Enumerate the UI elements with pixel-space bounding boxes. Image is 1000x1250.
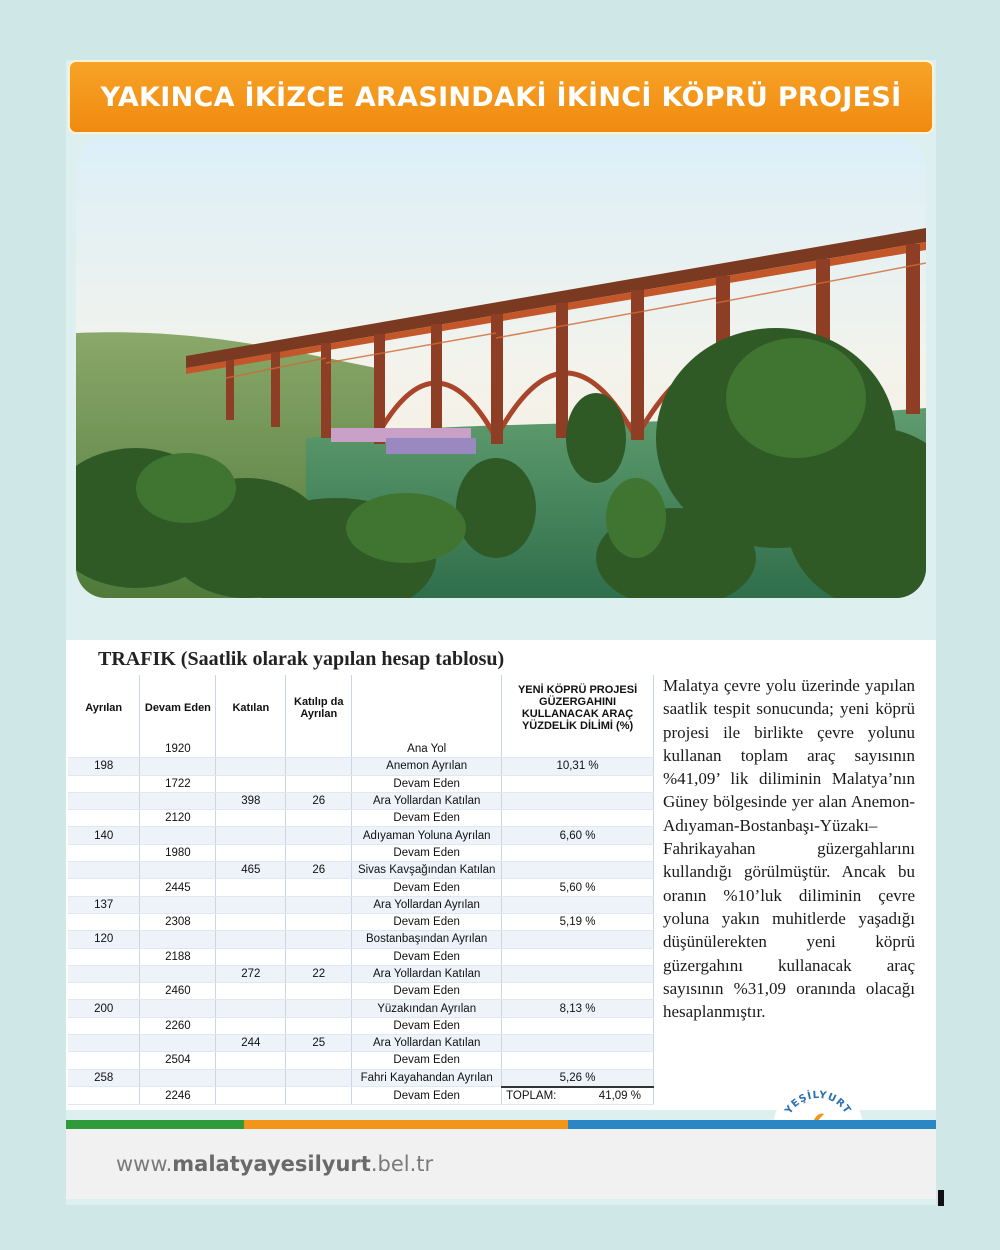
table-title: TRAFIK (Saatlik olarak yapılan hesap tablosu) [98, 648, 505, 670]
table-cell [286, 948, 352, 965]
table-cell [502, 862, 654, 879]
table-cell [216, 844, 286, 861]
table-cell [216, 913, 286, 930]
table-cell: 5,19 % [502, 913, 654, 930]
url-prefix: www. [116, 1152, 173, 1176]
table-cell [286, 983, 352, 1000]
table-cell: Ara Yollardan Katılan [352, 792, 502, 809]
table-cell: 26 [286, 862, 352, 879]
table-cell [502, 792, 654, 809]
table-cell: Ara Yollardan Katılan [352, 1035, 502, 1052]
table-row [68, 758, 654, 775]
table-cell [216, 1000, 286, 1017]
table-cell [140, 1000, 216, 1017]
url-domain: malatyayesilyurt [172, 1152, 371, 1176]
stripe-orange [244, 1120, 568, 1129]
table-cell: Fahri Kayahandan Ayrılan [352, 1069, 502, 1087]
table-row [68, 896, 654, 913]
table-cell: 2460 [140, 983, 216, 1000]
table-row [68, 792, 654, 809]
table-cell: Bostanbaşından Ayrılan [352, 931, 502, 948]
table-cell [68, 862, 140, 879]
table-cell [286, 1052, 352, 1069]
table-cell: 6,60 % [502, 827, 654, 844]
description-paragraph: Malatya çevre yolu üzerinde yapılan saatlik tespit sonucunda; yeni köprü projesi ile birlikte çevre yolunu kullanan toplam araç sayısının %41,09’ lik diliminin Malatya’nın Güney bölgesinde yer alan Anemon-Adıyaman-Bostanbaşı-Yüzakı–Fahrikayahan güzergahlarını kullandığı görülmüştür. Ancak bu oranın %10’luk diliminin çevre yoluna yakın muhitlerde yaşadığı düşünülerekten yeni köprü güzergahını kullanacak araç sayısının %31,09 oranında olacağı hesaplanmıştır. [663, 676, 915, 1022]
table-row [68, 862, 654, 879]
total-value: 41,09 % [598, 1090, 641, 1103]
stripe-green [66, 1120, 244, 1129]
column-header [352, 675, 502, 741]
table-cell [216, 758, 286, 775]
total-cell [502, 1087, 654, 1105]
table-header-row [68, 675, 654, 741]
table-row [68, 983, 654, 1000]
table-cell: 198 [68, 758, 140, 775]
table-row [68, 965, 654, 982]
table-cell: 244 [216, 1035, 286, 1052]
table-cell: Sivas Kavşağından Katılan [352, 862, 502, 879]
column-header: Devam Eden [140, 675, 216, 741]
table-cell [286, 1069, 352, 1087]
table-cell [68, 983, 140, 1000]
total-label: TOPLAM: [506, 1090, 557, 1103]
table-cell [68, 879, 140, 896]
table-cell: 10,31 % [502, 758, 654, 775]
table-row [68, 931, 654, 948]
table-cell [216, 1087, 286, 1105]
table-cell [502, 896, 654, 913]
table-cell [286, 758, 352, 775]
table-cell: Anemon Ayrılan [352, 758, 502, 775]
table-cell [68, 913, 140, 930]
table-cell [216, 810, 286, 827]
table-cell [216, 896, 286, 913]
table-cell [502, 931, 654, 948]
table-row [68, 1035, 654, 1052]
table-cell: 200 [68, 1000, 140, 1017]
table-row [68, 913, 654, 930]
table-cell [502, 810, 654, 827]
table-cell: 2120 [140, 810, 216, 827]
table-cell: Devam Eden [352, 1052, 502, 1069]
table-row [68, 1069, 654, 1087]
table-cell: 5,26 % [502, 1069, 654, 1087]
table-cell [286, 879, 352, 896]
column-header: Katılan [216, 675, 286, 741]
table-row [68, 844, 654, 861]
bridge-photo [76, 138, 926, 598]
table-cell [140, 896, 216, 913]
url-suffix: .bel.tr [370, 1152, 434, 1176]
table-cell: 140 [68, 827, 140, 844]
traffic-table [68, 675, 654, 1105]
table-cell: 2246 [140, 1087, 216, 1105]
table-row [68, 1052, 654, 1069]
table-cell [140, 758, 216, 775]
table-cell: 2445 [140, 879, 216, 896]
table-row [68, 775, 654, 792]
table-cell [216, 827, 286, 844]
table-cell [140, 931, 216, 948]
table-cell [216, 775, 286, 792]
table-cell [502, 741, 654, 758]
table-cell: 120 [68, 931, 140, 948]
table-cell: 398 [216, 792, 286, 809]
table-cell: Adıyaman Yoluna Ayrılan [352, 827, 502, 844]
table-cell [502, 965, 654, 982]
table-cell: Ana Yol [352, 741, 502, 758]
website-link[interactable] [116, 1152, 433, 1176]
table-cell: Devam Eden [352, 913, 502, 930]
table-cell [286, 896, 352, 913]
table-cell [216, 879, 286, 896]
table-cell [140, 1069, 216, 1087]
table-cell: 1980 [140, 844, 216, 861]
table-cell [502, 948, 654, 965]
table-cell: 2308 [140, 913, 216, 930]
corner-mark [938, 1190, 944, 1206]
table-cell [502, 983, 654, 1000]
table-cell [286, 810, 352, 827]
table-cell: Devam Eden [352, 1087, 502, 1105]
table-cell: 465 [216, 862, 286, 879]
table-cell [68, 775, 140, 792]
table-cell [68, 1017, 140, 1034]
table-row [68, 1000, 654, 1017]
table-cell: 2504 [140, 1052, 216, 1069]
table-cell: 258 [68, 1069, 140, 1087]
table-row [68, 827, 654, 844]
table-cell: Devam Eden [352, 775, 502, 792]
table-cell [140, 827, 216, 844]
table-row [68, 741, 654, 758]
table-cell [68, 948, 140, 965]
table-cell [68, 1087, 140, 1105]
column-header: Katılıp da Ayrılan [286, 675, 352, 741]
table-cell: 22 [286, 965, 352, 982]
table-cell [68, 810, 140, 827]
table-cell: 8,13 % [502, 1000, 654, 1017]
table-cell [286, 741, 352, 758]
table-cell: Devam Eden [352, 844, 502, 861]
table-cell [216, 948, 286, 965]
table-cell [68, 844, 140, 861]
table-cell: Devam Eden [352, 879, 502, 896]
table-cell [502, 775, 654, 792]
table-cell [68, 965, 140, 982]
logo-top-text: YEŞİLYURT [783, 1089, 853, 1117]
table-cell: Devam Eden [352, 983, 502, 1000]
table-cell: Devam Eden [352, 948, 502, 965]
table-cell [140, 965, 216, 982]
table-cell: 26 [286, 792, 352, 809]
table-cell [502, 1035, 654, 1052]
table-cell [68, 1035, 140, 1052]
table-cell: 2260 [140, 1017, 216, 1034]
column-header: YENİ KÖPRÜ PROJESİ GÜZERGAHINI KULLANACAK ARAÇ YÜZDELİK DİLİMİ (%) [502, 675, 654, 741]
table-row [68, 1017, 654, 1034]
table-cell: 137 [68, 896, 140, 913]
table-cell [286, 775, 352, 792]
table-cell [140, 1035, 216, 1052]
table-cell: Yüzakından Ayrılan [352, 1000, 502, 1017]
table-cell [68, 741, 140, 758]
table-cell [502, 1052, 654, 1069]
table-row [68, 948, 654, 965]
table-cell: 5,60 % [502, 879, 654, 896]
table-cell [216, 1069, 286, 1087]
table-cell [286, 913, 352, 930]
table-cell [216, 1017, 286, 1034]
table-cell [502, 1017, 654, 1034]
table-row [68, 879, 654, 896]
table-cell [216, 931, 286, 948]
table-cell [286, 844, 352, 861]
table-cell [286, 1017, 352, 1034]
table-cell: Devam Eden [352, 810, 502, 827]
table-cell [216, 983, 286, 1000]
table-cell [286, 1000, 352, 1017]
table-cell [286, 931, 352, 948]
table-cell: 25 [286, 1035, 352, 1052]
table-row [68, 810, 654, 827]
table-cell [502, 844, 654, 861]
table-cell [140, 792, 216, 809]
table-cell: 272 [216, 965, 286, 982]
table-cell: Ara Yollardan Ayrılan [352, 896, 502, 913]
table-cell: Ara Yollardan Katılan [352, 965, 502, 982]
table-cell [68, 792, 140, 809]
table-cell [286, 1087, 352, 1105]
table-cell [216, 1052, 286, 1069]
table-cell: 1920 [140, 741, 216, 758]
header-banner [68, 60, 934, 134]
table-cell [140, 862, 216, 879]
table-cell: 2188 [140, 948, 216, 965]
table-cell: Devam Eden [352, 1017, 502, 1034]
page-title: YAKINCA İKİZCE ARASINDAKİ İKİNCİ KÖPRÜ PROJESİ [100, 81, 902, 113]
column-header: Ayrılan [68, 675, 140, 741]
table-cell [68, 1052, 140, 1069]
table-cell: 1722 [140, 775, 216, 792]
table-row [68, 1087, 654, 1105]
stripe-blue [568, 1120, 936, 1129]
table-cell [286, 827, 352, 844]
table-cell [216, 741, 286, 758]
